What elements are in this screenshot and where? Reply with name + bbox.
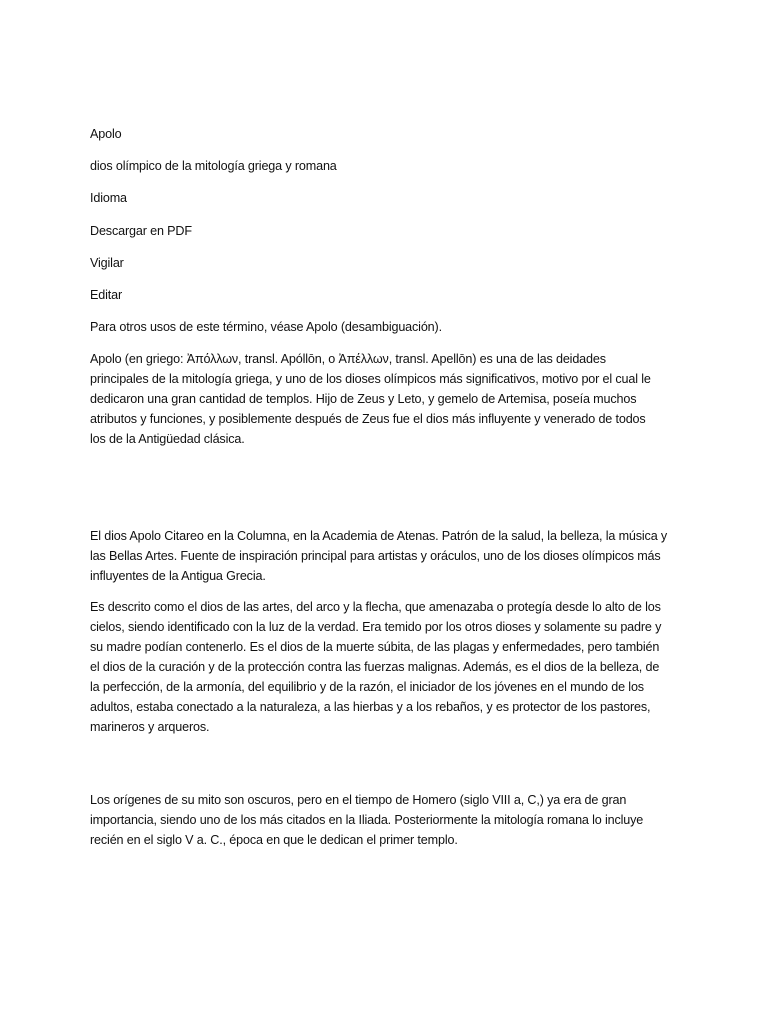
paragraph-description	[90, 597, 678, 737]
text-line: la perfección, de la armonía, del equilibrio y de la razón, el iniciador de los jóvenes en el mundo de los	[90, 680, 644, 694]
text-line: principales de la mitología griega, y uno de los dioses olímpicos más significativos, motivo por el cual le	[90, 372, 651, 386]
paragraph-image-caption	[90, 526, 678, 586]
text-line: recién en el siglo V a. C., época en que le dedican el primer templo.	[90, 833, 458, 847]
paragraph-intro	[90, 349, 678, 449]
text-line: El dios Apolo Citareo en la Columna, en la Academia de Atenas. Patrón de la salud, la belleza, la música y	[90, 529, 668, 543]
disambiguation-note: Para otros usos de este término, véase Apolo (desambiguación).	[90, 320, 442, 334]
text-line: Apolo (en griego: Ἀπόλλων, transl. Apóllōn, o Ἀπέλλων, transl. Apellōn) es una de las deidades	[90, 352, 606, 366]
document-page	[90, 124, 678, 850]
text-line: importancia, siendo uno de los más citados en la Iliada. Posteriormente la mitología romana lo incluye	[90, 813, 644, 827]
text-line: Es descrito como el dios de las artes, del arco y la flecha, que amenazaba o protegía desde lo alto de los	[90, 600, 661, 614]
text-line: marineros y arqueros.	[90, 720, 210, 734]
menu-item-edit: Editar	[90, 288, 122, 302]
text-line: atributos y funciones, y posiblemente después de Zeus fue el dios más influyente y venerado de todos	[90, 412, 646, 426]
page-title: Apolo	[90, 127, 122, 141]
text-line: el dios de la curación y de la protección contra las fuerzas malignas. Además, es el dios de la belleza, de	[90, 660, 660, 674]
page-subtitle: dios olímpico de la mitología griega y romana	[90, 159, 337, 173]
menu-item-watch: Vigilar	[90, 256, 124, 270]
text-line: cielos, siendo identificado con la luz de la verdad. Era temido por los otros dioses y solamente su padre y	[90, 620, 662, 634]
text-line: influyentes de la Antigua Grecia.	[90, 569, 266, 583]
text-line: su madre podían contenerlo. Es el dios de la muerte súbita, de las plagas y enfermedades, pero también	[90, 640, 660, 654]
menu-item-idioma: Idioma	[90, 191, 127, 205]
text-line: adultos, estaba conectado a la naturaleza, a las hierbas y a los rebaños, y es protector de los pastores,	[90, 700, 651, 714]
text-line: Los orígenes de su mito son oscuros, pero en el tiempo de Homero (siglo VIII a, C,) ya era de gran	[90, 793, 627, 807]
text-line: las Bellas Artes. Fuente de inspiración principal para artistas y oráculos, uno de los dioses olímpicos más	[90, 549, 661, 563]
menu-item-download-pdf: Descargar en PDF	[90, 224, 192, 238]
paragraph-origins	[90, 790, 678, 850]
text-line: dedicaron una gran cantidad de templos. Hijo de Zeus y Leto, y gemelo de Artemisa, poseía muchos	[90, 392, 637, 406]
text-line: los de la Antigüedad clásica.	[90, 432, 245, 446]
